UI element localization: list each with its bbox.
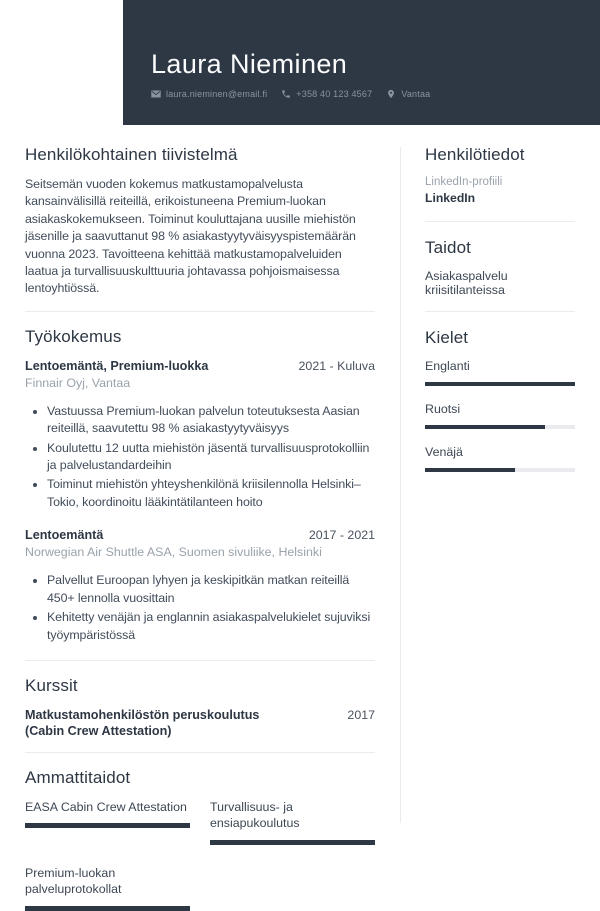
language-name: Englanti (425, 359, 470, 373)
contact-row (151, 89, 600, 99)
job-bullets (25, 403, 375, 511)
skill-name: Turvallisuus- ja ensiapukoulutus (210, 799, 300, 831)
location-contact (386, 89, 430, 99)
skill-bar-fill (25, 823, 190, 828)
language-bar (425, 382, 575, 386)
job-dates: 2021 - Kuluva (298, 358, 375, 373)
language-item (425, 359, 575, 386)
job-role: Lentoemäntä (25, 528, 104, 543)
skill-item (210, 799, 375, 845)
course-dates: 2017 (347, 707, 375, 722)
languages-title: Kielet (425, 328, 469, 347)
skill-name: EASA Cabin Crew Attestation (25, 799, 187, 814)
job-bullet: • Vastuussa Premium-luokan palvelun toteutuksesta Aasian reiteillä, saavutettu 98 % asiakastyytyväisyys (47, 403, 375, 438)
phone-text: +358 40 123 4567 (296, 88, 373, 99)
location-icon (386, 89, 396, 99)
job-bullet: • Toiminut miehistön yhteyshenkilönä kriisilennolla Helsinki–Tokio, koordinoitu lääkintätilanteen hoito (47, 476, 375, 511)
details-title: Henkilötiedot (425, 145, 525, 164)
job-bullets (25, 572, 375, 644)
summary-text: Seitsemän vuoden kokemus matkustamopalvelusta kansainvälisillä reiteillä, erikoistuneena Premium-luokan asiakaskokemukseen. Toiminut kouluttajana uusille miehistön jäsenille ja saavuttanut 98 % asiakastyytyväisyyspistemäärän vuonna 2023. Tavoitteena kehittää matkustamopalveluiden laatua ja turvallisuuskulttuuria johtavassa pohjoismaisessa lentoyhtiössä. (25, 177, 356, 296)
phone-contact (281, 89, 372, 99)
language-bar (425, 425, 575, 429)
skill-name: Premium-luokan palveluprotokollat (25, 865, 122, 897)
language-bar-fill (425, 425, 545, 429)
job-company: Finnair Oyj, Vantaa (25, 375, 131, 390)
section-divider (425, 311, 575, 312)
job-dates: 2017 - 2021 (308, 528, 375, 543)
section-divider (25, 752, 375, 753)
linkedin-label: LinkedIn-profiili (425, 176, 503, 188)
details-section (425, 145, 575, 207)
section-divider (25, 311, 375, 312)
courses-section (25, 676, 375, 739)
skill-item (25, 865, 190, 911)
experience-title: Työkokemus (25, 326, 122, 346)
experience-section (25, 327, 375, 644)
column-divider (400, 147, 401, 823)
job-bullet: • Koulutettu 12 uutta miehistön jäsentä turvallisuusprotokolliin ja palvelustandardeihin (47, 440, 375, 475)
skill-bar-fill (210, 840, 375, 845)
location-text: Vantaa (401, 88, 431, 99)
summary-title: Henkilökohtainen tiivistelmä (25, 145, 238, 164)
skill-text: Asiakaspalvelu kriisitilanteissa (425, 269, 508, 297)
skill-bar (210, 840, 375, 845)
course-entry (25, 707, 375, 739)
language-name: Venäjä (425, 445, 463, 459)
main-column (25, 145, 375, 911)
language-item (425, 445, 575, 472)
skills-title: Taidot (425, 238, 471, 257)
email-contact (151, 89, 267, 99)
skill-bar (25, 823, 190, 828)
courses-title: Kurssit (25, 675, 78, 695)
email-text: laura.nieminen@email.fi (166, 88, 268, 99)
person-name: Laura Nieminen (151, 49, 348, 79)
language-name: Ruotsi (425, 402, 461, 416)
skill-bar-fill (25, 906, 190, 911)
section-divider (425, 221, 575, 222)
skills-section (425, 238, 575, 297)
skills-grid (25, 799, 375, 911)
professional-skills-section (25, 768, 375, 911)
job-header (25, 527, 375, 543)
course-name: Matkustamohenkilöstön peruskoulutus (Cabin Crew Attestation) (25, 707, 260, 738)
email-icon (151, 89, 161, 99)
skill-bar (25, 906, 190, 911)
section-divider (25, 660, 375, 661)
job-role: Lentoemäntä, Premium-luokka (25, 358, 209, 373)
job-header (25, 358, 375, 374)
job-entry (25, 358, 375, 511)
job-company: Norwegian Air Shuttle ASA, Suomen sivuliike, Helsinki (25, 545, 322, 560)
header (123, 0, 600, 125)
language-bar-fill (425, 468, 515, 472)
sidebar (425, 145, 575, 472)
job-entry (25, 527, 375, 644)
linkedin-link[interactable]: LinkedIn (425, 191, 476, 205)
language-bar-fill (425, 382, 575, 386)
skill-item (25, 799, 190, 845)
professional-skills-title: Ammattitaidot (25, 767, 131, 787)
phone-icon (281, 89, 291, 99)
job-bullet: • Kehitetty venäjän ja englannin asiakaspalvelukielet sujuviksi työympäristössä (47, 609, 375, 644)
summary-section (25, 145, 375, 298)
language-item (425, 402, 575, 429)
languages-section (425, 328, 575, 472)
language-bar (425, 468, 575, 472)
job-bullet: • Palvellut Euroopan lyhyen ja keskipitkän matkan reiteillä 450+ lennolla vuosittain (47, 572, 375, 607)
